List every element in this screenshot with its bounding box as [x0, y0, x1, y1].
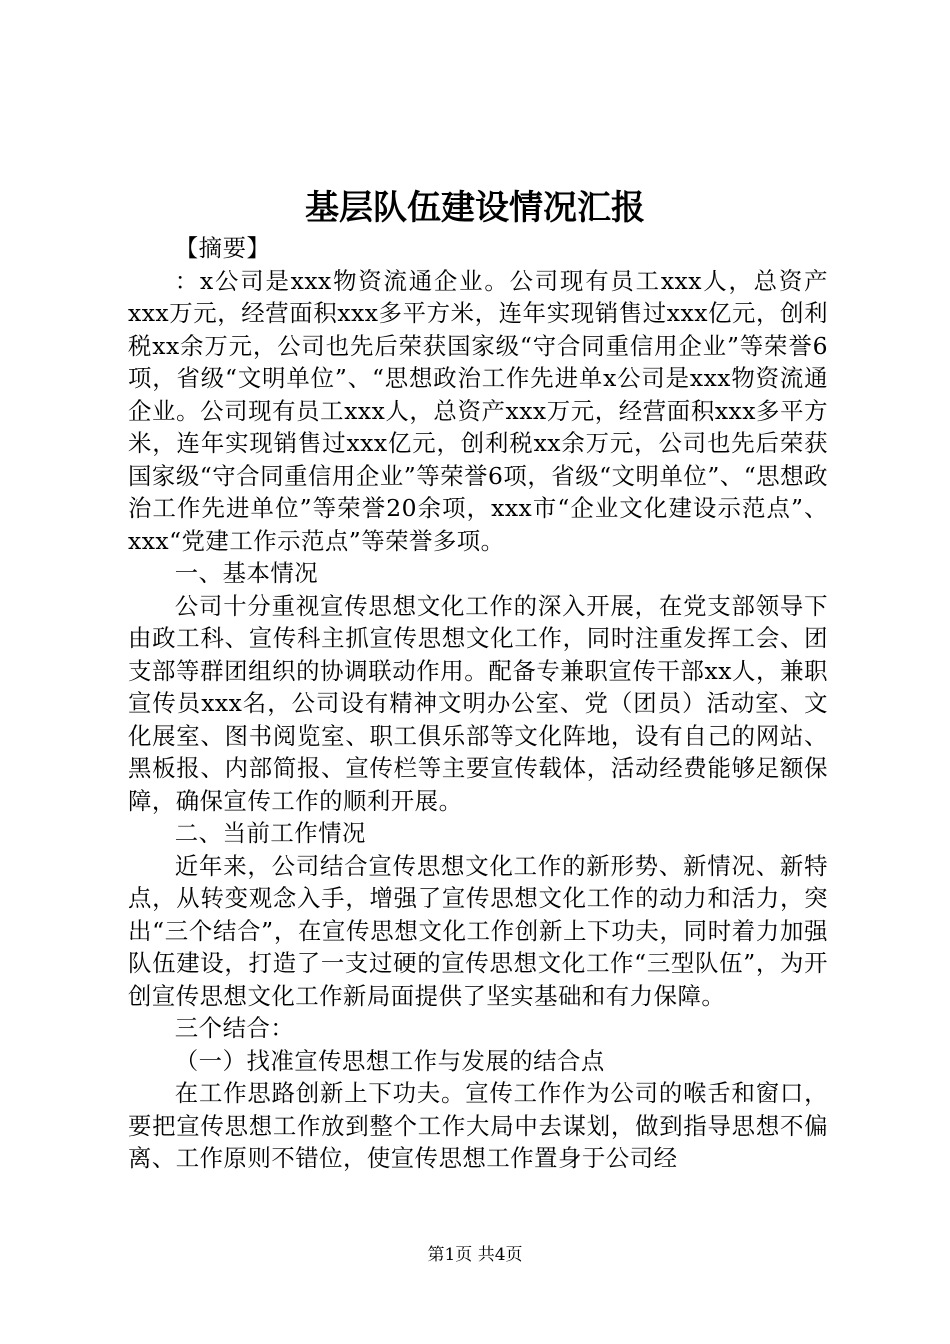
body-paragraph: 公司十分重视宣传思想文化工作的深入开展，在党支部领导下由政工科、宣传科主抓宣传思想文化工作，同时注重发挥工会、团支部等群团组织的协调联动作用。配备专兼职宣传干部xx人，兼职宣传员xxx名，公司设有精神文明办公室、党（团员）活动室、文化展室、图书阅览室、职工俱乐部等文化阵地，设有自己的网站、黑板报、内部简报、宣传栏等主要宣传载体，活动经费能够足额保障，确保宣传工作的顺利开展。: [128, 591, 828, 815]
document-body: [128, 232, 828, 1175]
subsection-heading-1: （一）找准宣传思想工作与发展的结合点: [174, 1046, 605, 1075]
subsection-label: 三个结合：: [174, 1014, 295, 1042]
document-title: 基层队伍建设情况汇报: [305, 188, 645, 228]
section-heading-basic: 一、基本情况: [174, 559, 319, 587]
body-paragraph: 在工作思路创新上下功夫。宣传工作作为公司的喉舌和窗口，要把宣传思想工作放到整个工作大局中去谋划，做到指导思想不偏离、工作原则不错位，使宣传思想工作置身于公司经: [128, 1079, 828, 1172]
body-paragraph: 近年来，公司结合宣传思想文化工作的新形势、新情况、新特点，从转变观念入手，增强了宣传思想文化工作的动力和活力，突出“三个结合”，在宣传思想文化工作创新上下功夫，同时着力加强队伍建设，打造了一支过硬的宣传思想文化工作“三型队伍”，为开创宣传思想文化工作新局面提供了坚实基础和有力保障。: [128, 851, 828, 1010]
page-number: 第1页 共4页: [427, 1245, 523, 1265]
abstract-label: 【摘要】: [174, 234, 271, 262]
abstract-paragraph: ：x公司是xxx物资流通企业。公司现有员工xxx人，总资产xxx万元，经营面积xxx多平方米，连年实现销售过xxx亿元，创利税xx余万元，公司也先后荣获国家级“守合同重信用企业”等荣誉6项，省级“文明单位”、“思想政治工作先进单x公司是xxx物资流通企业。公司现有员工xxx人，总资产xxx万元，经营面积xxx多平方米，连年实现销售过xxx亿元，创利税xx余万元，公司也先后荣获国家级“守合同重信用企业”等荣誉6项，省级“文明单位”、“思想政治工作先进单位”等荣誉20余项，xxx市“企业文化建设示范点”、xxx“党建工作示范点”等荣誉多项。: [128, 266, 828, 555]
section-heading-current: 二、当前工作情况: [174, 819, 366, 847]
